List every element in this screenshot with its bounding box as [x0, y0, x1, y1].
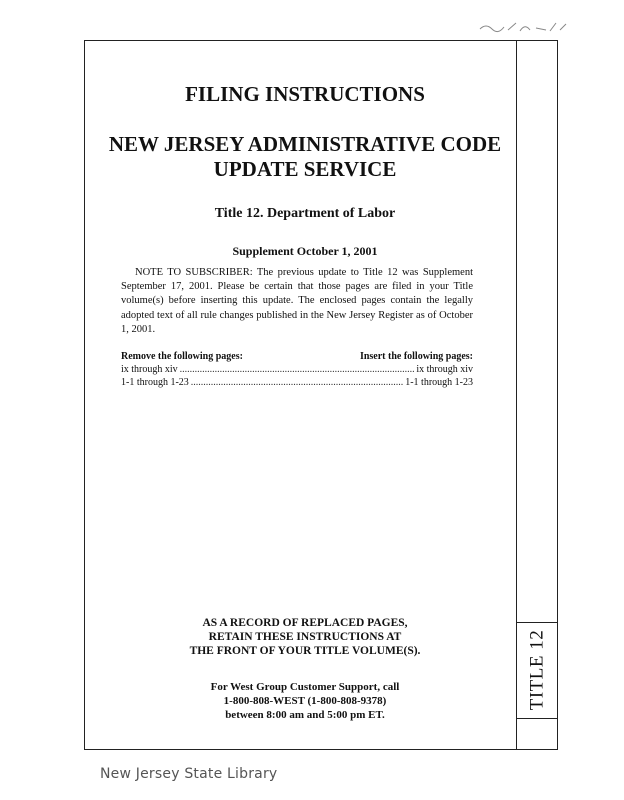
- title-tab-label: TITLE 12: [526, 629, 548, 711]
- insert-pages: 1-1 through 1-23: [405, 377, 473, 388]
- remove-pages: 1-1 through 1-23: [121, 377, 189, 388]
- code-title: [100, 132, 510, 182]
- dot-leader: [191, 376, 403, 389]
- supplement-date: Supplement October 1, 2001: [232, 244, 378, 258]
- support-line: 1-800-808-WEST (1-800-808-9378): [223, 695, 387, 707]
- table-row: [121, 363, 473, 376]
- record-notice: [100, 616, 510, 658]
- pages-table: [121, 350, 473, 389]
- insert-header: Insert the following pages:: [359, 351, 473, 362]
- record-notice-line: THE FRONT OF YOUR TITLE VOLUME(S).: [189, 645, 421, 657]
- customer-support-info: [100, 680, 510, 722]
- department-title: Title 12. Department of Labor: [214, 206, 396, 221]
- document-title: FILING INSTRUCTIONS: [185, 82, 425, 106]
- tab-divider-top: [516, 622, 558, 623]
- code-title-line: UPDATE SERVICE: [213, 157, 397, 181]
- pages-table-header: [121, 350, 473, 363]
- title-tab: [518, 625, 556, 715]
- record-notice-line: RETAIN THESE INSTRUCTIONS AT: [208, 631, 402, 643]
- dot-leader: [180, 363, 415, 376]
- handwritten-mark: [478, 20, 570, 34]
- support-line: between 8:00 am and 5:00 pm ET.: [225, 709, 385, 721]
- table-row: [121, 376, 473, 389]
- insert-pages: ix through xiv: [416, 364, 473, 375]
- record-notice-line: AS A RECORD OF REPLACED PAGES,: [202, 617, 408, 629]
- code-title-line: NEW JERSEY ADMINISTRATIVE CODE: [108, 132, 502, 156]
- library-stamp: New Jersey State Library: [100, 766, 278, 782]
- remove-header: Remove the following pages:: [121, 351, 243, 362]
- tab-divider-bottom: [516, 718, 558, 719]
- support-line: For West Group Customer Support, call: [210, 681, 400, 693]
- subscriber-note: NOTE TO SUBSCRIBER: The previous update to Title 12 was Supplement September 17, 2001. Please be certain that those pages are filed in your Title volume(s) before inserting this update. The enclosed pages contain the legally adopted text of all rule changes published in the New Jersey Register as of October 1, 2001.: [121, 267, 473, 335]
- remove-pages: ix through xiv: [121, 364, 178, 375]
